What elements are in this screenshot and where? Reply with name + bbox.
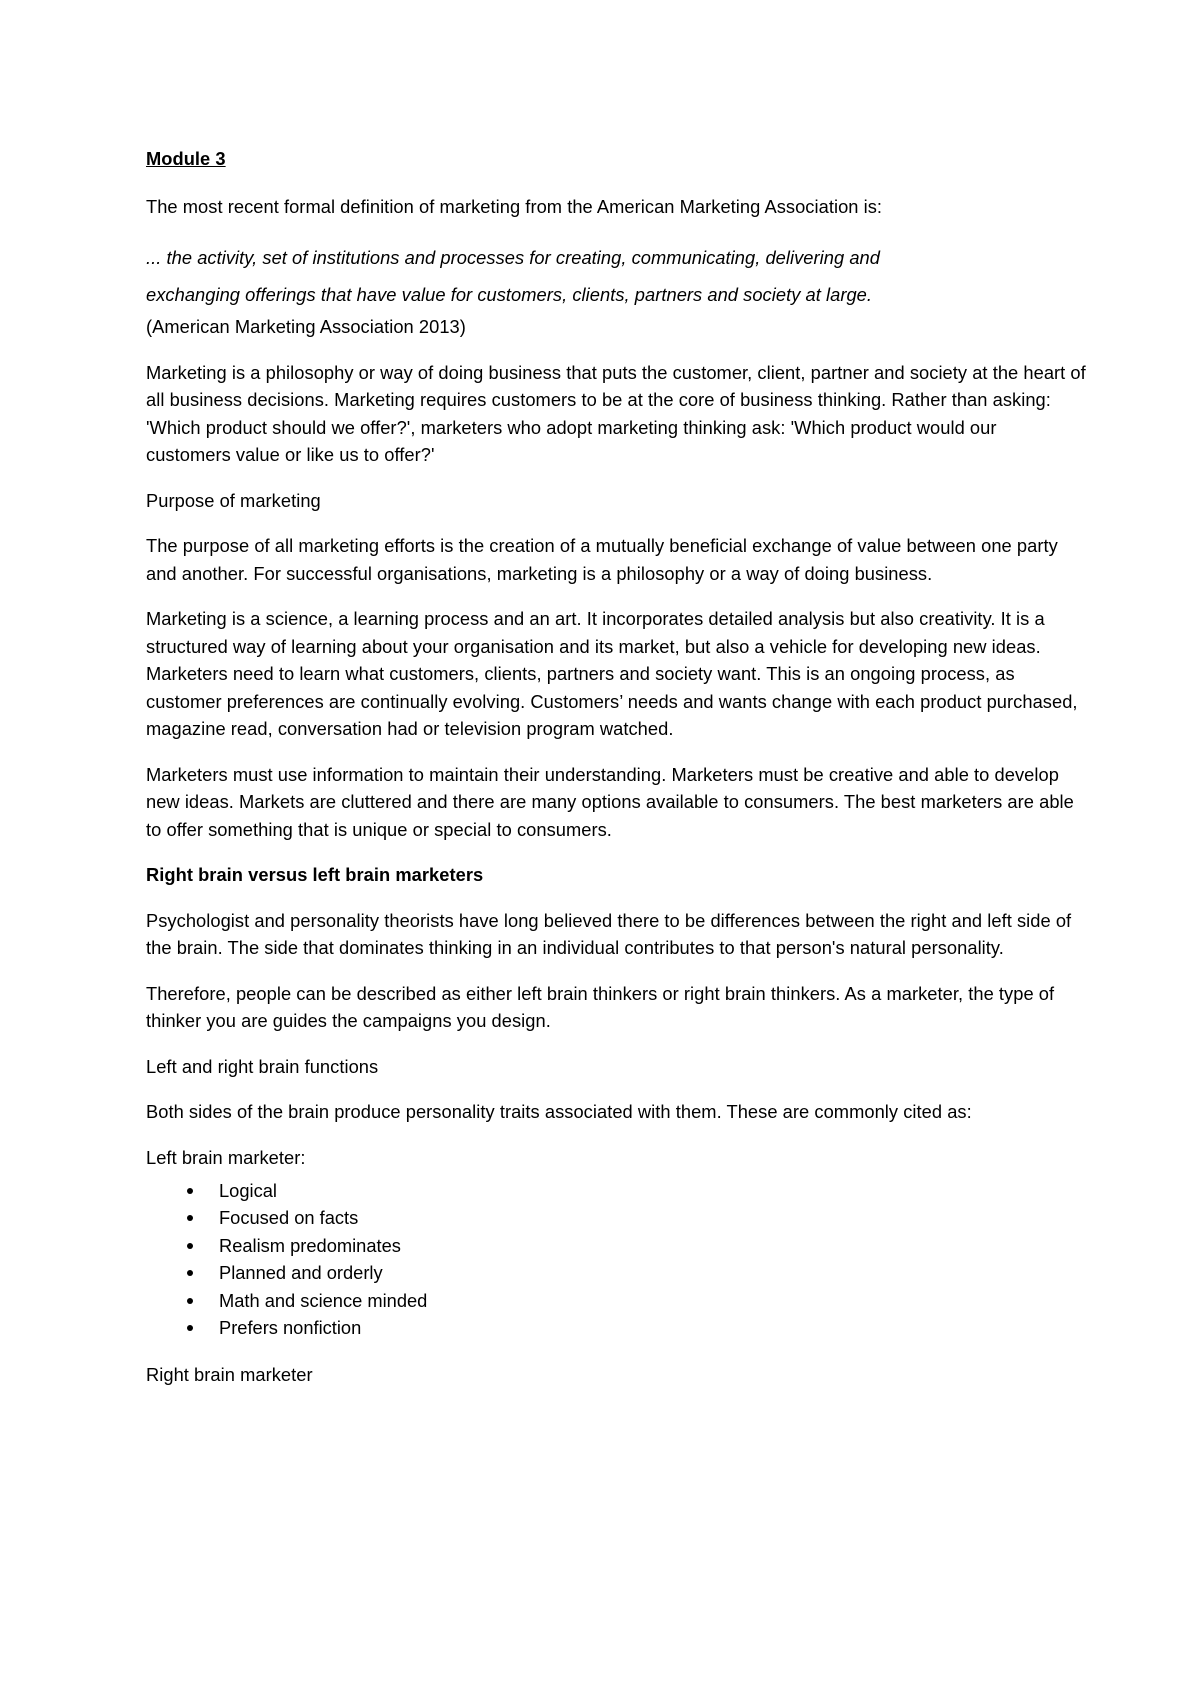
paragraph-science-art: Marketing is a science, a learning process and an art. It incorporates detailed analysis but also creativity. It is a structured way of learning about your organisation and its market, but also a vehicle for developing new ideas. Marketers need to learn what customers, clients, partners and society want. This is an ongoing process, as customer preferences are continually evolving. Customers’ needs and wants change with each product purchased, magazine read, conversation had or television program watched.: [146, 608, 1078, 739]
bullet-icon: [187, 1298, 193, 1304]
list-item: [146, 1177, 1086, 1204]
right-brain-label: Right brain marketer: [146, 1364, 313, 1386]
paragraph-thinkers: Therefore, people can be described as either left brain thinkers or right brain thinkers. As a marketer, the type of thinker you are guides the campaigns you design.: [146, 982, 1055, 1031]
trait-text: Planned and orderly: [219, 1262, 383, 1284]
paragraph-philosophy: Marketing is a philosophy or way of doing business that puts the customer, client, partner and society at the heart of all business decisions. Marketing requires customers to be at the core of business thinking. Rather than asking: 'Which product should we offer?', marketers who adopt marketing thinking ask: 'Which product would our customers value or like us to offer?': [146, 361, 1086, 465]
list-item: [146, 1204, 1086, 1231]
paragraph-traits: Both sides of the brain produce personality traits associated with them. These are commonly cited as:: [146, 1101, 972, 1122]
subheading-brain-functions: Left and right brain functions: [146, 1055, 379, 1077]
left-brain-traits-list: [146, 1177, 1086, 1341]
list-item: [146, 1287, 1086, 1314]
paragraph-psychologist: Psychologist and personality theorists have long believed there to be differences between the right and left side of the brain. The side that dominates thinking in an individual contributes to that person's natural personality.: [146, 909, 1072, 958]
subheading-purpose: Purpose of marketing: [146, 489, 321, 511]
definition-citation: (American Marketing Association 2013): [146, 316, 466, 337]
intro-paragraph: The most recent formal definition of marketing from the American Marketing Association is:: [146, 195, 883, 217]
left-brain-label: Left brain marketer:: [146, 1146, 306, 1168]
bullet-icon: [187, 1243, 193, 1249]
list-item: [146, 1232, 1086, 1259]
document-body: [146, 145, 1086, 1389]
bullet-icon: [187, 1325, 193, 1331]
bullet-icon: [187, 1270, 193, 1276]
definition-quote-line-1: ... the activity, set of institutions and processes for creating, communicating, delivering and: [146, 247, 880, 268]
trait-text: Focused on facts: [219, 1207, 359, 1229]
definition-quote-line-2: exchanging offerings that have value for customers, clients, partners and society at large.: [146, 284, 873, 305]
trait-text: Prefers nonfiction: [219, 1317, 362, 1339]
trait-text: Logical: [219, 1180, 277, 1201]
bullet-icon: [187, 1215, 193, 1221]
trait-text: Realism predominates: [219, 1234, 401, 1256]
module-title: Module 3: [146, 148, 226, 169]
trait-text: Math and science minded: [219, 1289, 428, 1311]
heading-brain-marketers: Right brain versus left brain marketers: [146, 864, 484, 885]
paragraph-purpose: The purpose of all marketing efforts is the creation of a mutually beneficial exchange of value between one party and another. For successful organisations, marketing is a philosophy or a way of doing business.: [146, 535, 1058, 584]
list-item: [146, 1314, 1086, 1341]
bullet-icon: [187, 1188, 193, 1194]
paragraph-information: Marketers must use information to maintain their understanding. Marketers must be creative and able to develop new ideas. Markets are cluttered and there are many options available to consumers. The best marketers are able to offer something that is unique or special to consumers.: [146, 763, 1074, 840]
list-item: [146, 1259, 1086, 1286]
